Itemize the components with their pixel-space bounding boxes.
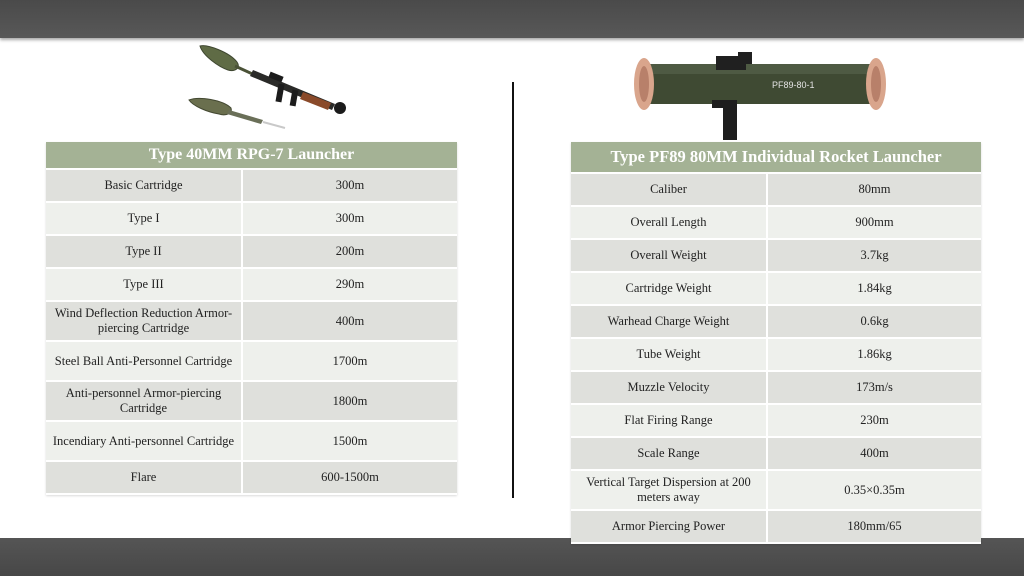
row-value: 600-1500m — [242, 461, 457, 494]
table-row — [571, 338, 981, 371]
row-label: Caliber — [571, 173, 767, 206]
row-value: 1.84kg — [767, 272, 981, 305]
table-row — [571, 510, 981, 543]
table-row — [571, 305, 981, 338]
row-value: 400m — [242, 301, 457, 341]
pf89-launcher-image — [630, 50, 890, 142]
row-value: 290m — [242, 268, 457, 301]
row-value: 0.6kg — [767, 305, 981, 338]
row-value: 1800m — [242, 381, 457, 421]
row-label: Scale Range — [571, 437, 767, 470]
row-value: 200m — [242, 235, 457, 268]
table-row — [46, 202, 457, 235]
table-row — [571, 437, 981, 470]
row-label: Wind Deflection Reduction Armor-piercing Cartridge — [46, 301, 242, 341]
table-row — [571, 470, 981, 510]
row-value: 900mm — [767, 206, 981, 239]
center-divider — [512, 82, 514, 498]
row-label: Muzzle Velocity — [571, 371, 767, 404]
table-row — [571, 239, 981, 272]
table-row — [46, 301, 457, 341]
table-row — [46, 381, 457, 421]
row-label: Anti-personnel Armor-piercing Cartridge — [46, 381, 242, 421]
row-value: 1.86kg — [767, 338, 981, 371]
row-label: Cartridge Weight — [571, 272, 767, 305]
row-label: Type III — [46, 268, 242, 301]
table-row — [46, 235, 457, 268]
table-row — [571, 173, 981, 206]
table-row — [46, 461, 457, 494]
row-value: 173m/s — [767, 371, 981, 404]
row-label: Tube Weight — [571, 338, 767, 371]
table-row — [571, 206, 981, 239]
row-label: Overall Length — [571, 206, 767, 239]
row-value: 1700m — [242, 341, 457, 381]
table-row — [46, 421, 457, 461]
pf89-tube-marking: PF89-80-1 — [772, 80, 815, 90]
row-value: 300m — [242, 202, 457, 235]
row-value: 400m — [767, 437, 981, 470]
table-row — [46, 268, 457, 301]
row-value: 180mm/65 — [767, 510, 981, 543]
row-value: 1500m — [242, 421, 457, 461]
row-label: Type I — [46, 202, 242, 235]
rpg7-spec-table — [46, 142, 457, 495]
row-label: Overall Weight — [571, 239, 767, 272]
rpg7-launcher-image — [185, 42, 360, 132]
row-label: Warhead Charge Weight — [571, 305, 767, 338]
table-row — [46, 341, 457, 381]
table-row — [571, 272, 981, 305]
table-row — [571, 404, 981, 437]
row-value: 3.7kg — [767, 239, 981, 272]
row-label: Flare — [46, 461, 242, 494]
row-label: Basic Cartridge — [46, 169, 242, 202]
row-value: 80mm — [767, 173, 981, 206]
rpg7-table-title: Type 40MM RPG-7 Launcher — [46, 142, 457, 169]
row-value: 300m — [242, 169, 457, 202]
row-label: Armor Piercing Power — [571, 510, 767, 543]
row-value: 0.35×0.35m — [767, 470, 981, 510]
row-label: Incendiary Anti-personnel Cartridge — [46, 421, 242, 461]
table-row — [46, 169, 457, 202]
row-value: 230m — [767, 404, 981, 437]
row-label: Vertical Target Dispersion at 200 meters away — [571, 470, 767, 510]
pf89-spec-table — [571, 142, 981, 544]
row-label: Steel Ball Anti-Personnel Cartridge — [46, 341, 242, 381]
pf89-table-title: Type PF89 80MM Individual Rocket Launcher — [571, 142, 981, 173]
row-label: Flat Firing Range — [571, 404, 767, 437]
top-band — [0, 0, 1024, 38]
table-row — [571, 371, 981, 404]
row-label: Type II — [46, 235, 242, 268]
